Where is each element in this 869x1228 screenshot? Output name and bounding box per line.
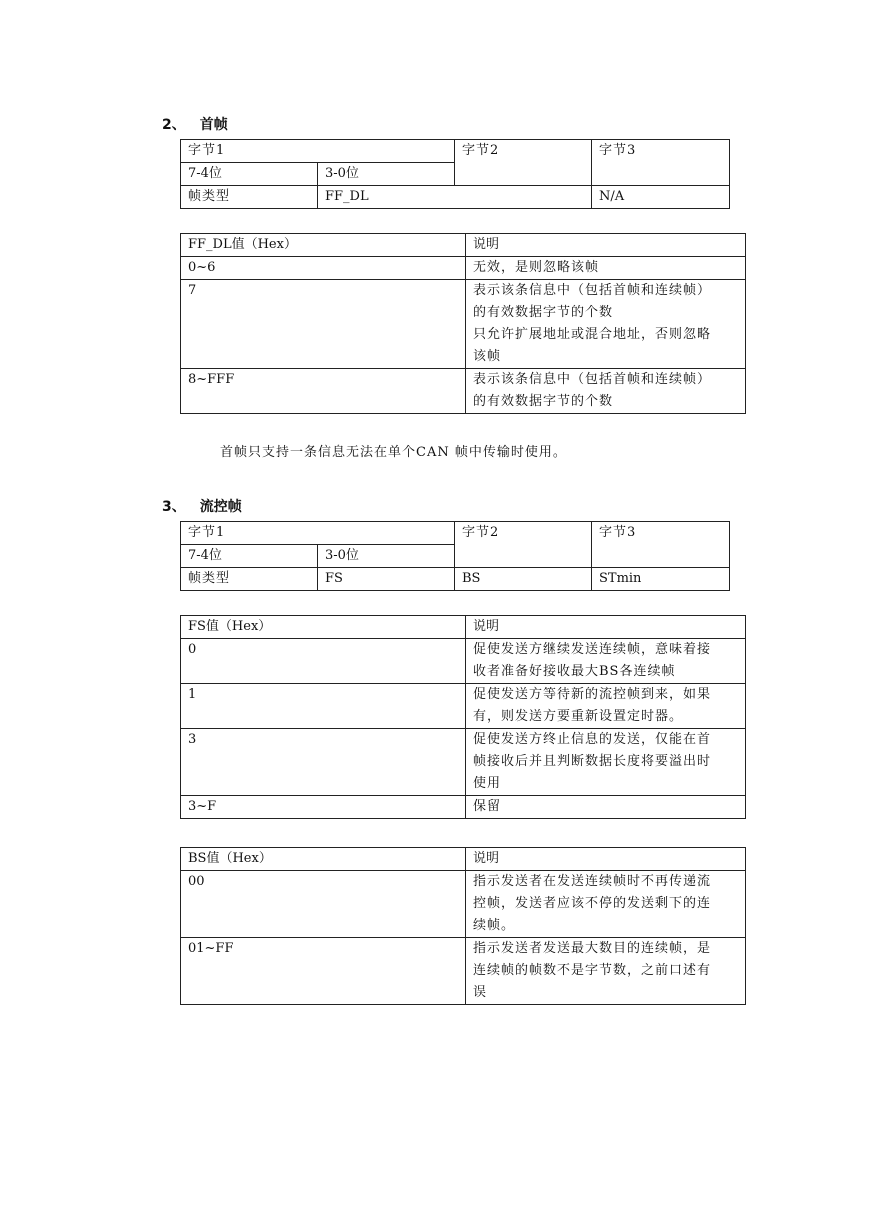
- desc-line: 指示发送者在发送连续帧时不再传递流: [473, 874, 712, 889]
- desc-cell: [466, 796, 746, 819]
- table-row: [181, 257, 746, 280]
- desc-header: 说明: [466, 234, 746, 257]
- table-row: [181, 796, 746, 819]
- stmin-cell: STmin: [592, 568, 730, 591]
- section-number: 3、: [162, 499, 186, 515]
- desc-cell: [466, 684, 746, 729]
- flow-control-layout-table: [180, 521, 730, 591]
- section-number: 2、: [162, 117, 186, 133]
- table-row: [181, 938, 746, 1005]
- fs-cell: FS: [318, 568, 455, 591]
- bs-value-table: [180, 847, 746, 1005]
- bits-low-cell: 3-0位: [318, 545, 455, 568]
- value-header: FS值（Hex）: [181, 616, 466, 639]
- desc-line: 表示该条信息中（包括首帧和连续帧）: [473, 283, 712, 298]
- byte3-header: 字节3: [592, 522, 730, 568]
- desc-line: 有，则发送方要重新设置定时器。: [473, 709, 684, 724]
- desc-header: 说明: [466, 848, 746, 871]
- byte1-header: 字节1: [181, 140, 455, 163]
- value-header: BS值（Hex）: [181, 848, 466, 871]
- desc-cell: [466, 729, 746, 796]
- frame-type-cell: 帧类型: [181, 568, 318, 591]
- desc-line: 连续帧的帧数不是字节数，之前口述有: [473, 963, 712, 978]
- desc-cell: [466, 369, 746, 414]
- ff-dl-cell: FF_DL: [318, 186, 592, 209]
- desc-line: 收者准备好接收最大BS各连续帧: [473, 664, 676, 679]
- desc-cell: [466, 280, 746, 369]
- byte1-header: 字节1: [181, 522, 455, 545]
- desc-line: 使用: [473, 776, 502, 791]
- desc-line: 促使发送方继续发送连续帧，意味着接: [473, 642, 712, 657]
- table-row: [181, 639, 746, 684]
- section-title: 首帧: [199, 117, 228, 133]
- first-frame-note: 首帧只支持一条信息无法在单个CAN 帧中传输时使用。: [220, 445, 567, 460]
- desc-cell: [466, 639, 746, 684]
- value-cell: 0~6: [181, 257, 466, 280]
- fs-value-table: [180, 615, 746, 819]
- table-row: [181, 369, 746, 414]
- value-cell: 1: [181, 684, 466, 729]
- desc-line: 无效，是则忽略该帧: [473, 260, 600, 275]
- bits-low-cell: 3-0位: [318, 163, 455, 186]
- desc-line: 的有效数据字节的个数: [473, 305, 614, 320]
- value-cell: 0: [181, 639, 466, 684]
- desc-line: 促使发送方终止信息的发送，仅能在首: [473, 732, 712, 747]
- desc-header: 说明: [466, 616, 746, 639]
- byte2-header: 字节2: [455, 522, 592, 568]
- bs-cell: BS: [455, 568, 592, 591]
- section-heading-flow-control: [162, 496, 242, 516]
- desc-line: 误: [473, 985, 488, 1000]
- na-cell: N/A: [592, 186, 730, 209]
- desc-line: 的有效数据字节的个数: [473, 394, 614, 409]
- desc-line: 保留: [473, 799, 502, 814]
- desc-line: 表示该条信息中（包括首帧和连续帧）: [473, 372, 712, 387]
- table-row: [181, 871, 746, 938]
- desc-cell: [466, 257, 746, 280]
- desc-line: 续帧。: [473, 918, 516, 933]
- value-cell: 7: [181, 280, 466, 369]
- ff-dl-value-table: [180, 233, 746, 414]
- section-heading-first-frame: [162, 114, 228, 134]
- desc-line: 帧接收后并且判断数据长度将要溢出时: [473, 754, 712, 769]
- first-frame-layout-table: [180, 139, 730, 209]
- table-row: [181, 684, 746, 729]
- table-row: [181, 729, 746, 796]
- byte2-header: 字节2: [455, 140, 592, 186]
- value-cell: 8~FFF: [181, 369, 466, 414]
- value-cell: 3~F: [181, 796, 466, 819]
- value-cell: 01~FF: [181, 938, 466, 1005]
- desc-line: 指示发送者发送最大数目的连续帧，是: [473, 941, 712, 956]
- desc-line: 该帧: [473, 349, 502, 364]
- section-title: 流控帧: [199, 499, 242, 515]
- table-row: [181, 280, 746, 369]
- value-cell: 00: [181, 871, 466, 938]
- byte3-header: 字节3: [592, 140, 730, 186]
- value-header: FF_DL值（Hex）: [181, 234, 466, 257]
- value-cell: 3: [181, 729, 466, 796]
- frame-type-cell: 帧类型: [181, 186, 318, 209]
- desc-cell: [466, 871, 746, 938]
- desc-line: 只允许扩展地址或混合地址，否则忽略: [473, 327, 712, 342]
- desc-line: 控帧，发送者应该不停的发送剩下的连: [473, 896, 712, 911]
- bits-high-cell: 7-4位: [181, 163, 318, 186]
- desc-cell: [466, 938, 746, 1005]
- bits-high-cell: 7-4位: [181, 545, 318, 568]
- desc-line: 促使发送方等待新的流控帧到来，如果: [473, 687, 712, 702]
